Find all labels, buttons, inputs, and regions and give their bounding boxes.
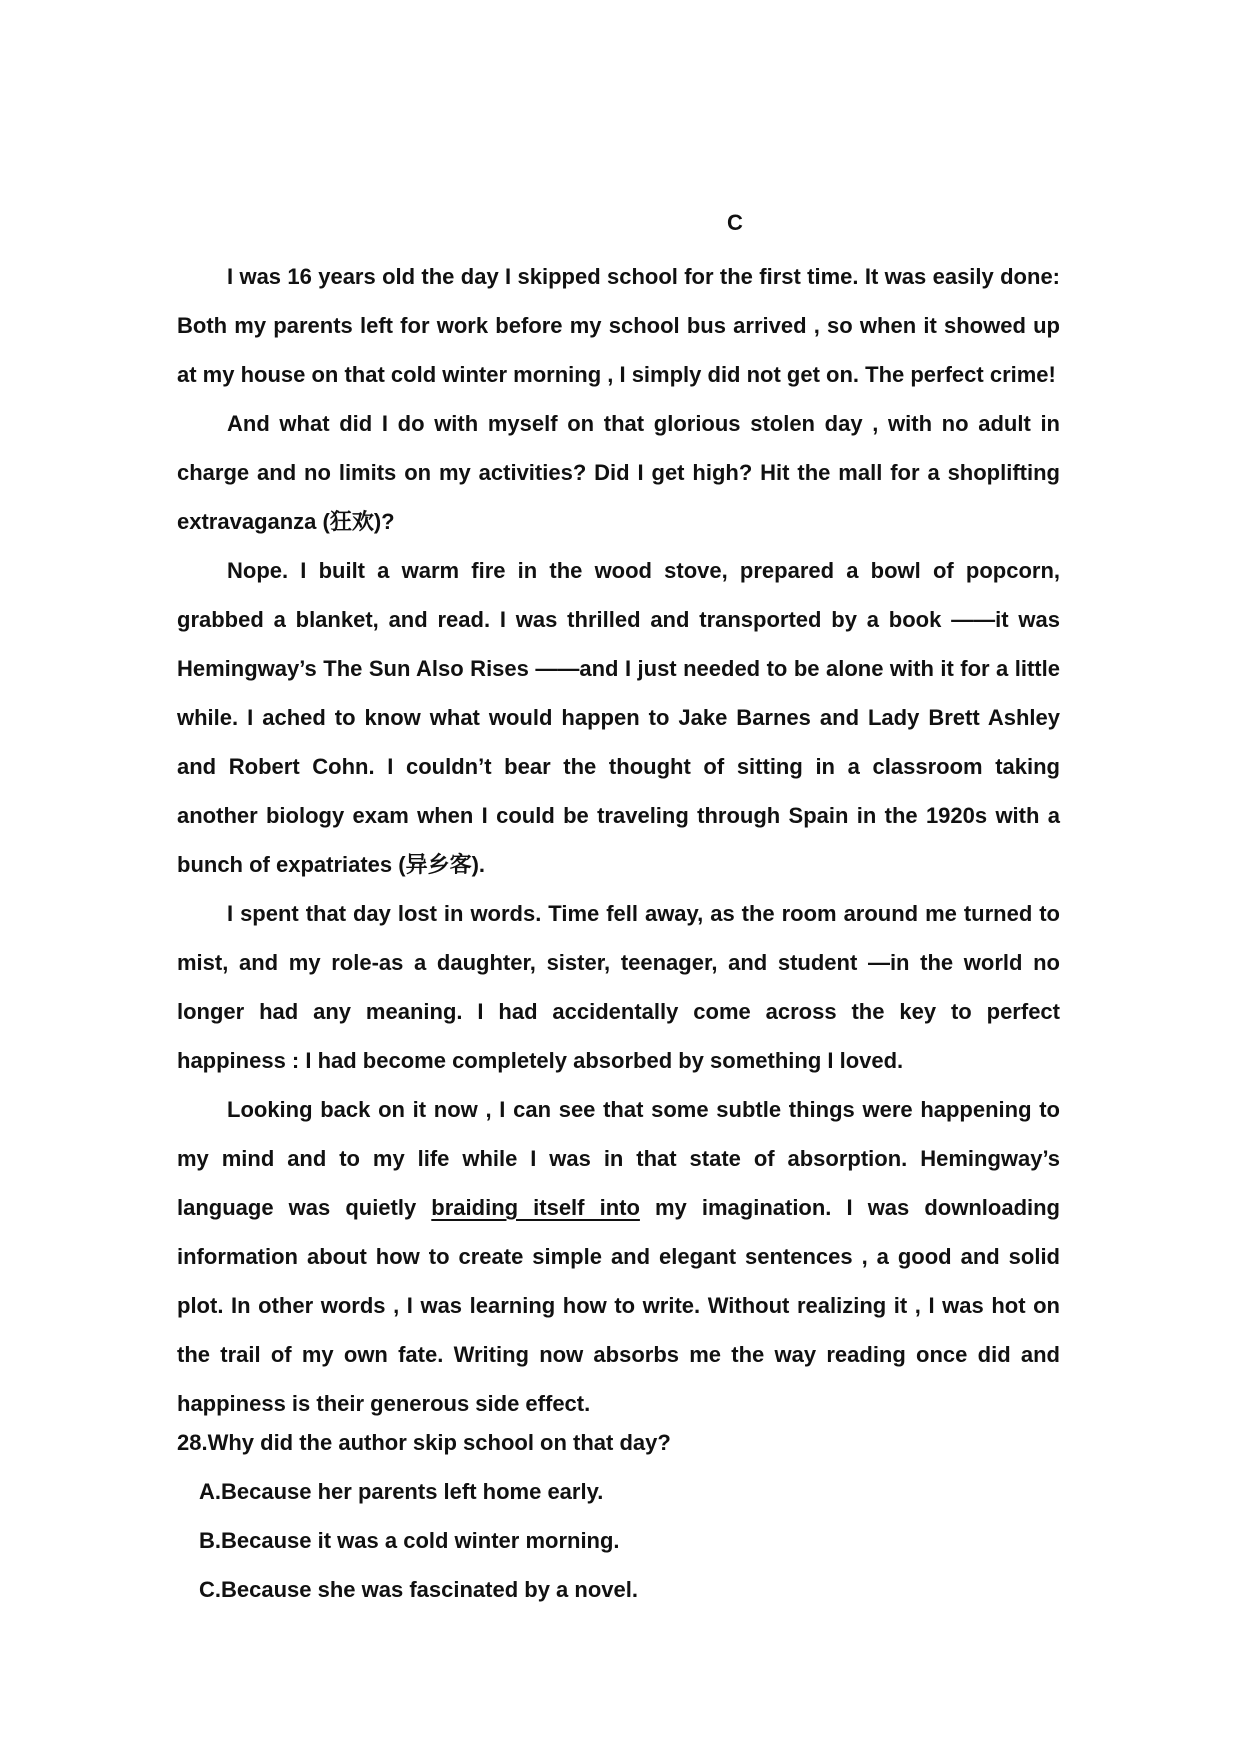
passage-paragraph-5 bbox=[177, 1085, 1060, 1428]
underlined-phrase: braiding itself into bbox=[431, 1195, 640, 1220]
passage-paragraph-1: I was 16 years old the day I skipped school for the first time. It was easily done: Both my parents left for work before my school bus arrived , so when it showed up at my house on that cold winter morning , I simply did not get on. The perfect crime! bbox=[177, 264, 1060, 387]
option-b: B.Because it was a cold winter morning. bbox=[199, 1528, 620, 1553]
section-letter: C bbox=[727, 210, 743, 235]
passage-paragraph-2: And what did I do with myself on that glorious stolen day , with no adult in charge and no limits on my activities? Did I get high? Hit the mall for a shoplifting extravaganza (狂欢)? bbox=[177, 411, 1060, 534]
option-c: C.Because she was fascinated by a novel. bbox=[199, 1577, 638, 1602]
question-28 bbox=[177, 1418, 1060, 1614]
reading-passage bbox=[177, 252, 1060, 1428]
passage-paragraph-4: I spent that day lost in words. Time fell away, as the room around me turned to mist, and my role-as a daughter, sister, teenager, and student —in the world no longer had any meaning. I had accidentally come across the key to perfect happiness : I had become completely absorbed by something I loved. bbox=[177, 901, 1060, 1073]
option-a: A.Because her parents left home early. bbox=[199, 1479, 604, 1504]
question-stem: 28.Why did the author skip school on that day? bbox=[177, 1430, 671, 1455]
passage-paragraph-3: Nope. I built a warm fire in the wood stove, prepared a bowl of popcorn, grabbed a blanket, and read. I was thrilled and transported by a book ——it was Hemingway’s The Sun Also Rises ——and I just needed to be alone with it for a little while. I ached to know what would happen to Jake Barnes and Lady Brett Ashley and Robert Cohn. I couldn’t bear the thought of sitting in a classroom taking another biology exam when I could be traveling through Spain in the 1920s with a bunch of expatriates (异乡客). bbox=[177, 558, 1060, 877]
paragraph-5-text-after: my imagination. I was downloading information about how to create simple and elegant sentences , a good and solid plot. In other words , I was learning how to write. Without realizing it , I was hot on the trail of my own fate. Writing now absorbs me the way reading once did and happiness is their generous side effect. bbox=[177, 1195, 1060, 1416]
paragraph-5-text-before: Looking back on it now , I can see that some subtle things were happening to my mind and to my life while I was in that state of absorption. Hemingway’s language was quietly bbox=[177, 1097, 1060, 1220]
